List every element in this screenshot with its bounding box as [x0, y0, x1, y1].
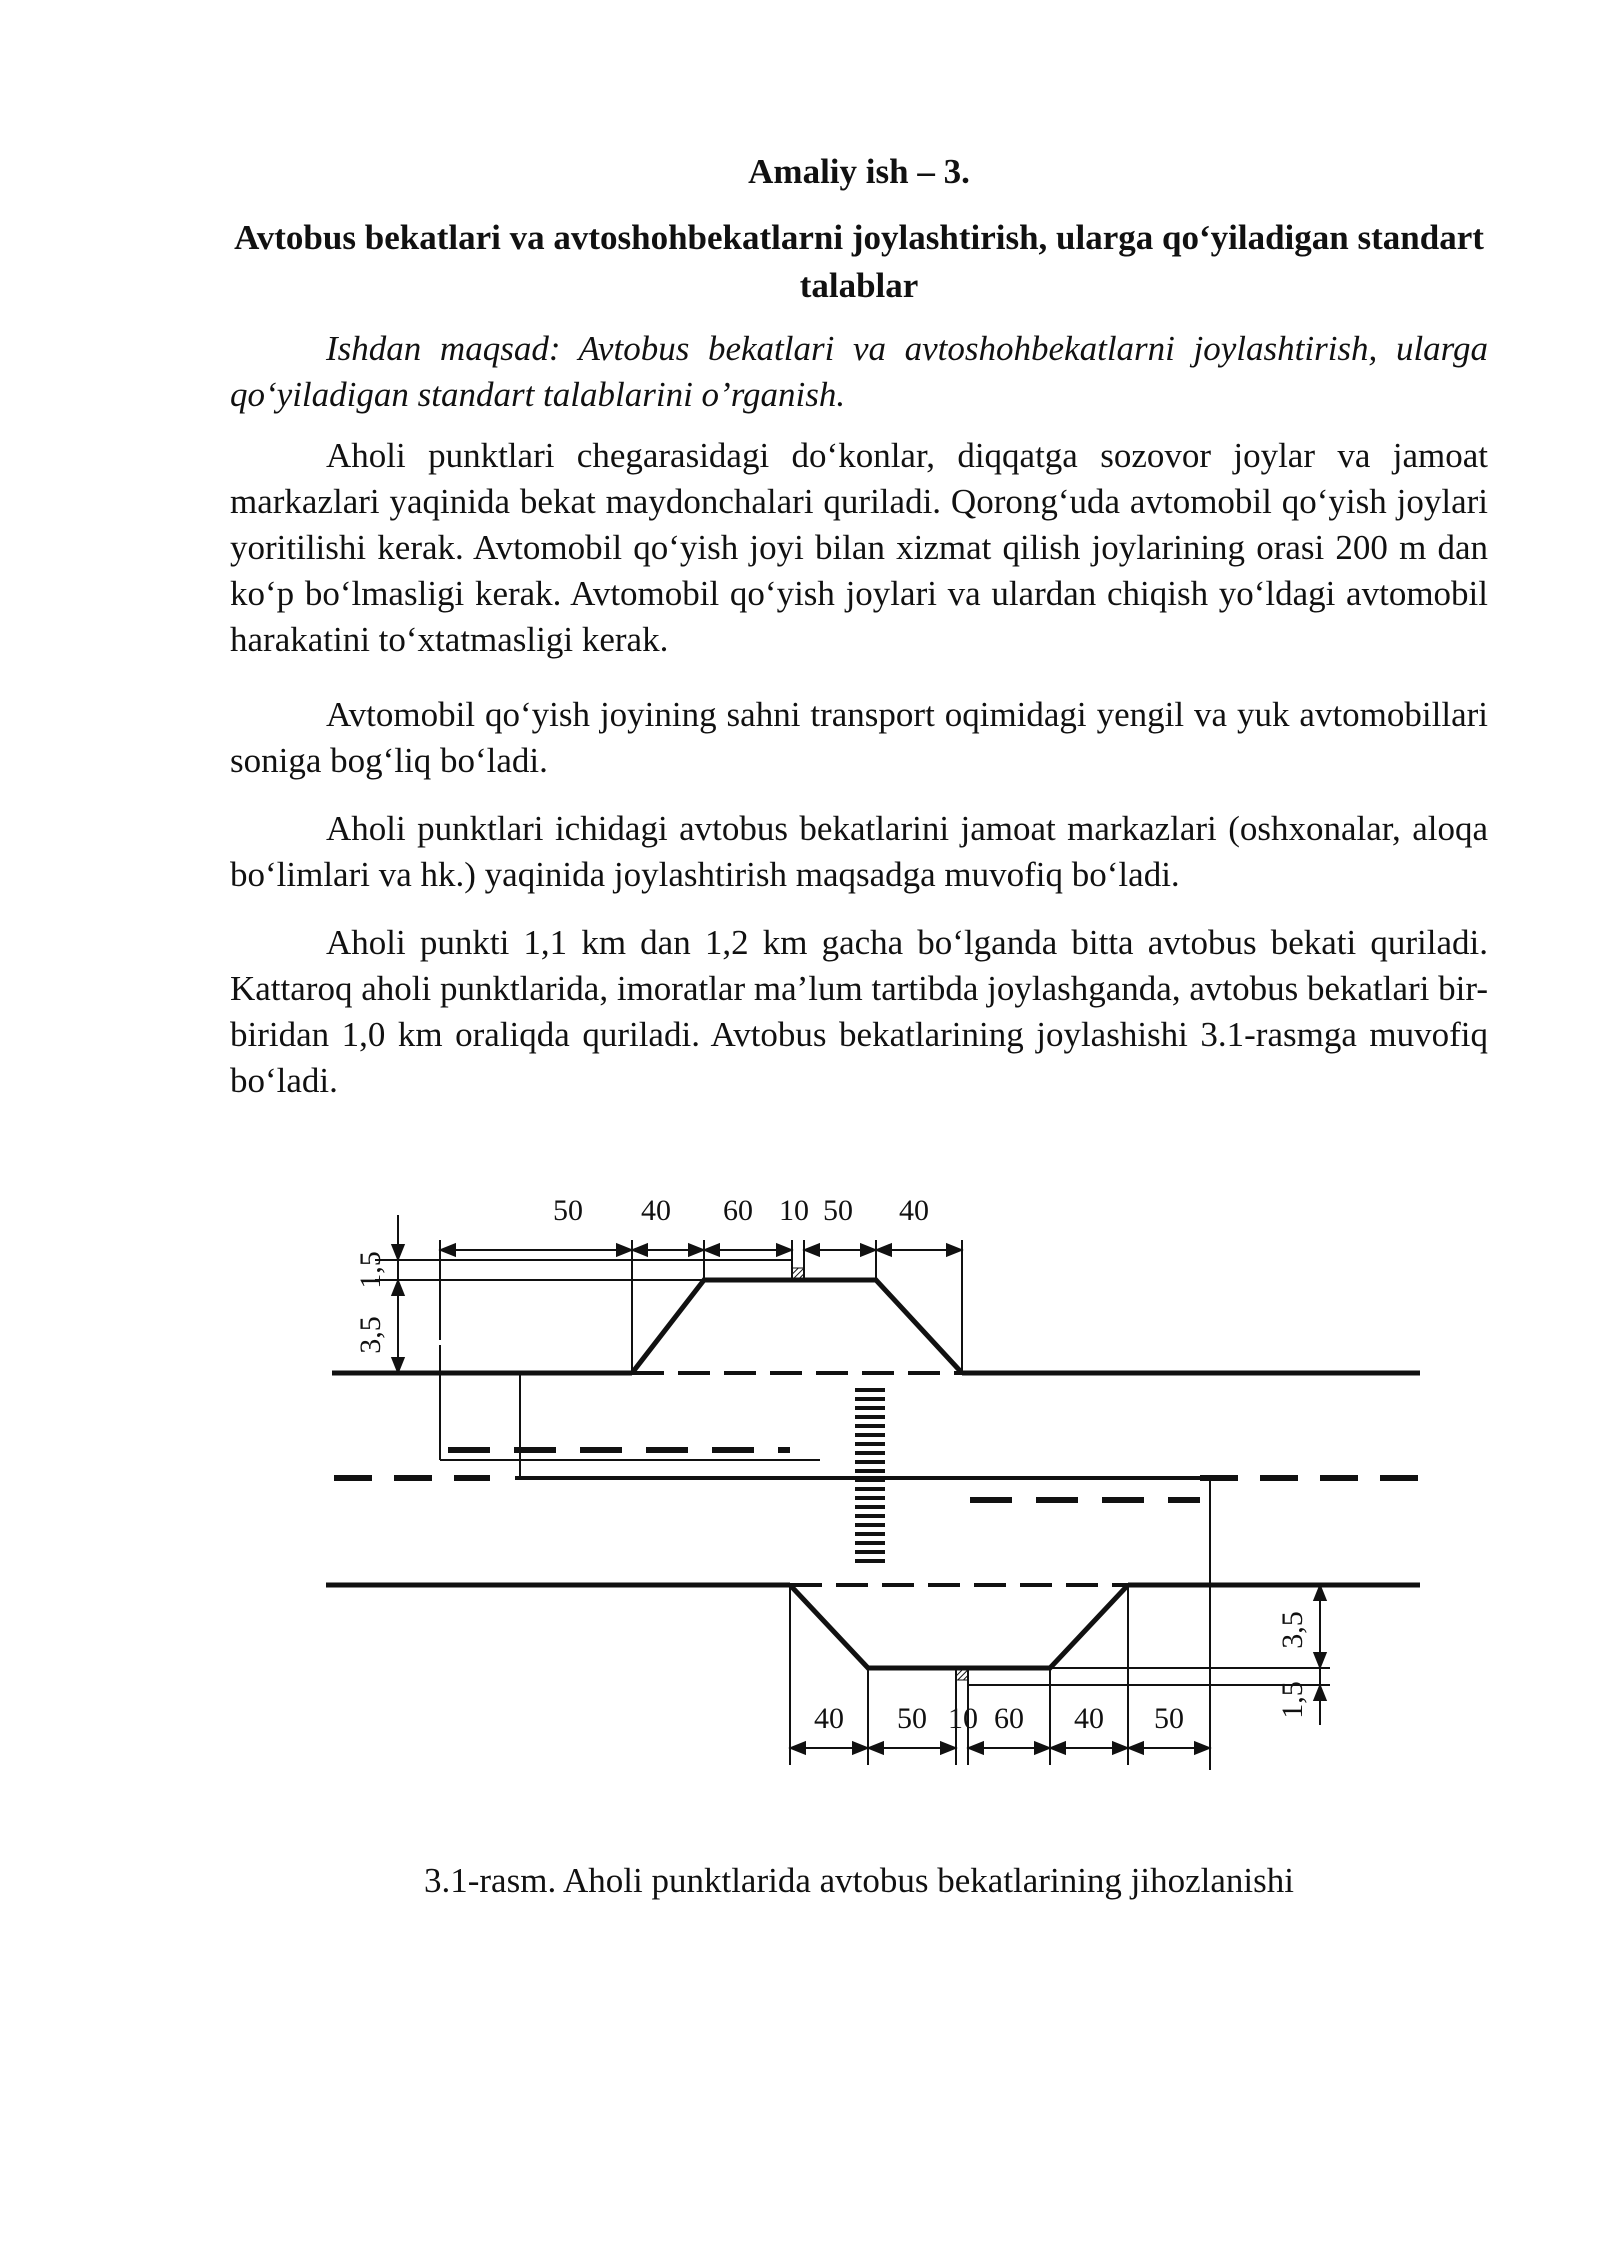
- pedestrian-crossing: [855, 1388, 885, 1563]
- body-paragraph-1: Aholi punktlari chegarasidagi do‘konlar, diqqatga sozovor joylar va jamoat markazlari yaqinida bekat maydonchalari quriladi. Qorong‘uda avtomobil qo‘yish joylari yoritilishi kerak. Avtomobil qo‘yish joyi bilan xizmat qilish joylarining orasi 200 m dan ko‘p bo‘lmasligi kerak. Avtomobil qo‘yish joylari va ulardan chiqish yo‘ldagi avtomobil harakatini to‘xtatmasligi kerak.: [230, 436, 1488, 659]
- crossing-stripe: [855, 1469, 885, 1473]
- bottom-bay-outline: [790, 1585, 1128, 1668]
- bottom-bus-bay: [326, 1585, 1420, 1765]
- top-platform-hatch: [792, 1268, 804, 1280]
- crossing-stripe: [855, 1523, 885, 1527]
- top-bus-bay: [332, 1194, 1420, 1460]
- crossing-stripe: [855, 1388, 885, 1392]
- top-dim-label: 10: [779, 1194, 809, 1227]
- body-paragraph-3: Aholi punktlari ichidagi avtobus bekatlarini jamoat markazlari (oshxonalar, aloqa bo‘limlari va hk.) yaqinida joylashtirish maqsadga muvofiq bo‘ladi.: [230, 809, 1488, 894]
- crossing-stripe: [855, 1397, 885, 1401]
- top-dim-label: 50: [553, 1194, 583, 1227]
- top-side-dim-label: 3,5: [354, 1316, 387, 1354]
- road-markings: [334, 1373, 1420, 1770]
- crossing-stripe: [855, 1532, 885, 1536]
- crossing-stripe: [855, 1559, 885, 1563]
- body-paragraph-2: Avtomobil qo‘yish joyining sahni transport oqimidagi yengil va yuk avtomobillari soniga bog‘liq bo‘ladi.: [230, 695, 1488, 780]
- bottom-dim-label: 50: [897, 1702, 927, 1735]
- bottom-dim-label: 60: [994, 1702, 1024, 1735]
- top-side-dim-label: 1,5: [354, 1251, 387, 1289]
- crossing-stripe: [855, 1424, 885, 1428]
- crossing-stripe: [855, 1442, 885, 1446]
- bottom-side-dim-label: 3,5: [1276, 1611, 1309, 1649]
- figure-caption: 3.1-rasm. Aholi punktlarida avtobus bekatlarining jihozlanishi: [424, 1861, 1294, 1900]
- crossing-stripe: [855, 1541, 885, 1545]
- bus-stop-layout-diagram: [320, 1180, 1460, 1780]
- top-dim-label: 50: [823, 1194, 853, 1227]
- bottom-dim-label: 10: [948, 1702, 978, 1735]
- document-subtitle: Avtobus bekatlari va avtoshohbekatlarni joylashtirish, ularga qo‘yiladigan standart talablar: [234, 218, 1484, 305]
- crossing-stripe: [855, 1487, 885, 1491]
- top-bay-outline: [632, 1280, 962, 1373]
- crossing-stripe: [855, 1505, 885, 1509]
- aim-paragraph: Ishdan maqsad: Avtobus bekatlari va avtoshohbekatlarni joylashtirish, ularga qo‘yiladigan standart talablarini o’rganish.: [230, 329, 1488, 414]
- crossing-stripe: [855, 1415, 885, 1419]
- crossing-stripe: [855, 1460, 885, 1464]
- crossing-stripe: [855, 1406, 885, 1410]
- bottom-dim-label: 40: [1074, 1702, 1104, 1735]
- body-paragraph-4: Aholi punkti 1,1 km dan 1,2 km gacha bo‘lganda bitta avtobus bekati quriladi. Kattaroq aholi punktlarida, imoratlar ma’lum tartibda joylashganda, avtobus bekatlari bir-biridan 1,0 km oraliqda quriladi. Avtobus bekatlarining joylashishi 3.1-rasmga muvofiq bo‘ladi.: [230, 923, 1488, 1100]
- bottom-dim-label: 50: [1154, 1702, 1184, 1735]
- bottom-side-dim-label: 1,5: [1276, 1681, 1309, 1719]
- crossing-stripe: [855, 1478, 885, 1482]
- bottom-dim-label: 40: [814, 1702, 844, 1735]
- top-dim-label: 60: [723, 1194, 753, 1227]
- top-dim-label: 40: [641, 1194, 671, 1227]
- crossing-stripe: [855, 1550, 885, 1554]
- document-title: Amaliy ish – 3.: [748, 152, 970, 191]
- crossing-stripe: [855, 1451, 885, 1455]
- crossing-stripe: [855, 1496, 885, 1500]
- bus-stop-layout-figure: [320, 1180, 1460, 1780]
- crossing-stripe: [855, 1433, 885, 1437]
- top-dim-label: 40: [899, 1194, 929, 1227]
- bottom-platform-hatch: [956, 1668, 968, 1680]
- crossing-stripe: [855, 1514, 885, 1518]
